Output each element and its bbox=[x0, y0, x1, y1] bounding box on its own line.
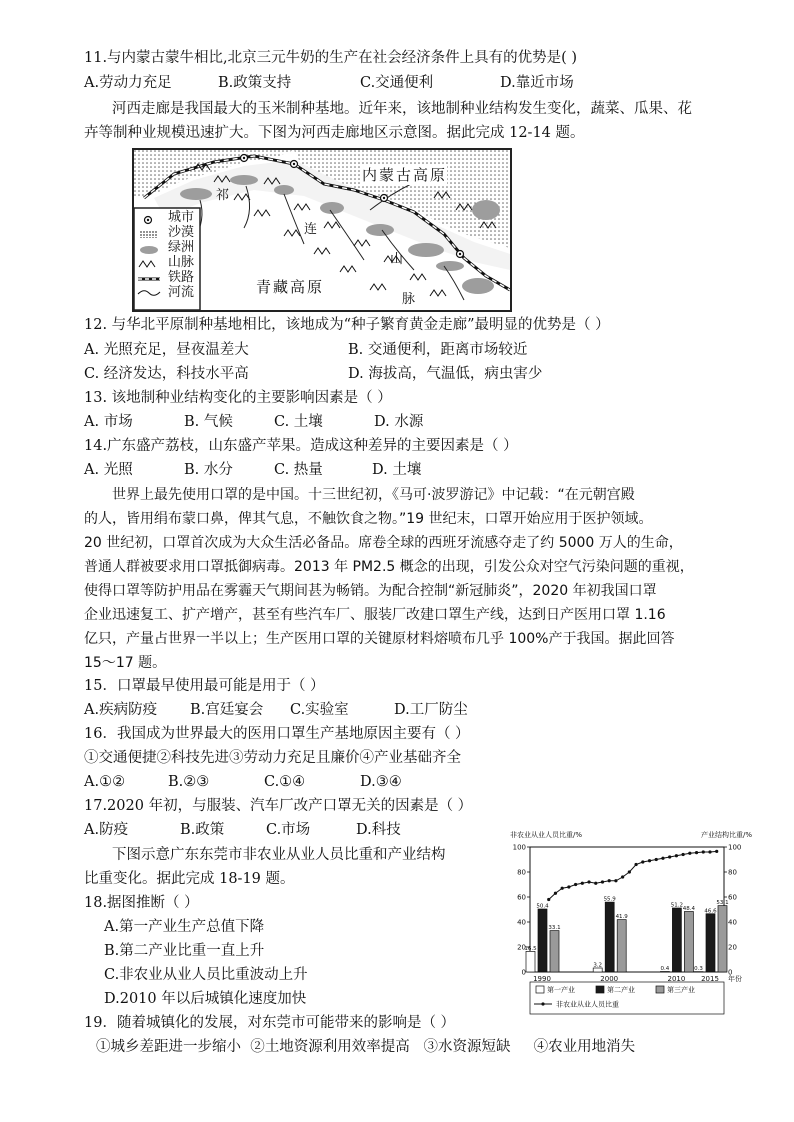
q14-stem: 14.广东盛产荔枝，山东盛产苹果。造成这种差异的主要因素是（ ） bbox=[84, 438, 518, 454]
chart-bar-label: 41.9 bbox=[615, 914, 628, 921]
q18-option-c[interactable]: C.非农业从业人员比重波动上升 bbox=[104, 967, 308, 983]
q16-option-d[interactable]: D.③④ bbox=[360, 774, 402, 790]
chart-ytick-label-left: 20 bbox=[517, 943, 526, 952]
chart-bar-label: 16.5 bbox=[524, 945, 537, 952]
chart-line-point bbox=[608, 879, 611, 882]
chart-line-point bbox=[661, 857, 664, 860]
chart-line-point bbox=[561, 887, 564, 890]
map-label-inner-mongolia: 内蒙古高原 bbox=[362, 166, 448, 184]
passage2-line: 使得口罩等防护用品在雾霾天气期间甚为畅销。为配合控制“新冠肺炎”，2020 年初我国口罩 bbox=[84, 583, 657, 599]
chart-legend-line-label: 非农业从业人员比重 bbox=[556, 1000, 619, 1009]
q15-stem: 15．口罩最早使用最可能是用于（ ） bbox=[84, 678, 325, 694]
q15-option-a[interactable]: A.疾病防疫 bbox=[84, 702, 158, 718]
chart-legend-label: 第二产业 bbox=[607, 986, 635, 994]
q17-option-d[interactable]: D.科技 bbox=[356, 822, 401, 838]
map-label-qi: 祁 bbox=[216, 188, 230, 203]
chart-ytick-label-right: 0 bbox=[728, 968, 733, 977]
q15-option-b[interactable]: B.宫廷宴会 bbox=[190, 702, 264, 718]
chart-ytick-label-left: 80 bbox=[517, 868, 526, 877]
chart-line-point bbox=[655, 858, 658, 861]
chart-ytick-label-right: 40 bbox=[728, 918, 737, 927]
legend-label-oasis: 绿洲 bbox=[168, 240, 195, 255]
passage2-line: 企业迅速复工、扩产增产，甚至有些汽车厂、服装厂改建口罩生产线，达到日产医用口罩 1.16 bbox=[84, 607, 666, 623]
passage1-line: 河西走廊是我国最大的玉米制种基地。近年来，该地制种业结构发生变化，蔬菜、瓜果、花 bbox=[112, 101, 692, 117]
q11-option-b[interactable]: B.政策支持 bbox=[218, 75, 292, 91]
q11-option-c[interactable]: C.交通便利 bbox=[360, 75, 434, 91]
q12-option-c[interactable]: C. 经济发达，科技水平高 bbox=[84, 366, 249, 382]
chart-bar-label: 46.6 bbox=[704, 908, 717, 915]
passage2-line: 亿只，产量占世界一半以上；生产医用口罩的关键原材料熔喷布几乎 100%产于我国。据此回答 bbox=[84, 631, 675, 647]
chart-legend-swatch bbox=[596, 986, 604, 993]
legend-label-river: 河流 bbox=[168, 285, 195, 300]
chart-bar-label: 51.2 bbox=[670, 902, 684, 909]
q18-option-a[interactable]: A.第一产业生产总值下降 bbox=[104, 919, 265, 935]
chart-line-point bbox=[601, 880, 604, 883]
chart-svg bbox=[508, 829, 754, 1025]
q14-option-a[interactable]: A. 光照 bbox=[84, 462, 133, 478]
chart-line-point bbox=[641, 860, 644, 863]
chart-ytick-label-right: 100 bbox=[728, 843, 742, 852]
chart-line-point bbox=[628, 870, 631, 873]
chart-bar-label: 0.3 bbox=[694, 966, 703, 973]
chart-line-point bbox=[682, 853, 685, 856]
q13-option-c[interactable]: C. 土壤 bbox=[274, 414, 323, 430]
q14-option-d[interactable]: D. 土壤 bbox=[372, 462, 422, 478]
legend-label-railway: 铁路 bbox=[168, 270, 195, 285]
chart-bar bbox=[672, 908, 681, 972]
q17-option-c[interactable]: C.市场 bbox=[266, 822, 311, 838]
chart-bar bbox=[550, 931, 559, 972]
q15-option-c[interactable]: C.实验室 bbox=[290, 702, 349, 718]
chart-bar bbox=[706, 914, 715, 972]
q16-option-a[interactable]: A.①② bbox=[84, 774, 126, 790]
chart-ytick-label-left: 100 bbox=[512, 843, 526, 852]
chart-line-point bbox=[702, 850, 705, 853]
chart-bar-label: 50.4 bbox=[536, 903, 549, 910]
q11-option-a[interactable]: A.劳动力充足 bbox=[84, 75, 172, 91]
chart-line-point bbox=[547, 898, 550, 901]
q17-stem: 17.2020 年初，与服装、汽车厂改产口罩无关的因素是（ ） bbox=[84, 798, 473, 814]
chart-line-point bbox=[614, 879, 617, 882]
chart-xlabel: 年份 bbox=[728, 975, 742, 983]
chart-line-point bbox=[587, 880, 590, 883]
q13-option-a[interactable]: A. 市场 bbox=[84, 414, 133, 430]
q17-option-a[interactable]: A.防疫 bbox=[84, 822, 129, 838]
chart-line-point bbox=[634, 863, 637, 866]
q16-items: ①交通便捷②科技先进③劳动力充足且廉价④产业基础齐全 bbox=[84, 750, 461, 766]
q12-option-b[interactable]: B. 交通便利，距离市场较近 bbox=[348, 342, 528, 358]
chart-bar-label: 33.1 bbox=[548, 925, 561, 932]
chart-line-point bbox=[715, 850, 718, 853]
chart-line-point bbox=[594, 882, 597, 885]
q11-stem: 11.与内蒙古蒙牛相比,北京三元牛奶的生产在社会经济条件上具有的优势是( ) bbox=[84, 50, 578, 66]
passage3-line: 下图示意广东东莞市非农业从业人员比重和产业结构 bbox=[112, 847, 446, 863]
chart-line-point bbox=[668, 855, 671, 858]
q14-option-c[interactable]: C. 热量 bbox=[274, 462, 323, 478]
legend-label-desert: 沙漠 bbox=[168, 225, 195, 240]
map-label-lian: 连 bbox=[304, 222, 318, 237]
passage3-line: 比重变化。据此完成 18-19 题。 bbox=[84, 871, 295, 887]
chart-ylabel-right: 产业结构比重/% bbox=[700, 831, 752, 839]
legend-label-mountain: 山脉 bbox=[168, 255, 195, 270]
chart-line-point bbox=[554, 892, 557, 895]
q18-option-b[interactable]: B.第二产业比重一直上升 bbox=[104, 943, 265, 959]
chart-bar-label: 55.9 bbox=[603, 896, 616, 903]
chart-line-point bbox=[648, 859, 651, 862]
chart-ytick-label-left: 0 bbox=[521, 968, 526, 977]
chart-bar-label: 53.1 bbox=[716, 900, 729, 907]
chart-ytick-label-right: 20 bbox=[728, 943, 737, 952]
chart-legend-label: 第三产业 bbox=[667, 986, 695, 994]
chart-line-nonagri bbox=[549, 851, 717, 899]
passage2-line: 15～17 题。 bbox=[84, 655, 167, 671]
chart-xtick-label: 2000 bbox=[600, 975, 619, 983]
chart-ylabel-left: 非农业从业人员比重/% bbox=[510, 831, 583, 839]
chart-bar-label: 0.4 bbox=[660, 966, 670, 972]
q19-items: ①城乡差距进一步缩小 ②土地资源利用效率提高 ③水资源短缺 ④农业用地消失 bbox=[96, 1039, 636, 1055]
q16-stem: 16．我国成为世界最大的医用口罩生产基地原因主要有（ ） bbox=[84, 726, 470, 742]
hexi-corridor-map bbox=[132, 148, 512, 312]
chart-line-point bbox=[581, 882, 584, 885]
q17-option-b[interactable]: B.政策 bbox=[180, 822, 225, 838]
q12-option-d[interactable]: D. 海拔高，气温低，病虫害少 bbox=[348, 366, 543, 382]
q16-option-c[interactable]: C.①④ bbox=[264, 774, 306, 790]
chart-bar bbox=[593, 968, 602, 972]
passage2-line: 20 世纪初，口罩首次成为大众生活必备品。席卷全球的西班牙流感夺走了约 5000 万人的生命， bbox=[84, 535, 683, 551]
chart-line-point bbox=[708, 850, 711, 853]
chart-bar bbox=[718, 906, 727, 972]
chart-bar bbox=[605, 902, 614, 972]
chart-bar bbox=[526, 951, 535, 972]
q16-option-b[interactable]: B.②③ bbox=[168, 774, 210, 790]
passage2-line: 世界上最先使用口罩的是中国。十三世纪初，《马可·波罗游记》中记载：“在元朝宫殿 bbox=[112, 487, 635, 503]
chart-line-point bbox=[675, 854, 678, 857]
map-label-qinghai-tibet: 青藏高原 bbox=[256, 278, 325, 296]
q18-stem: 18.据图推断（ ） bbox=[84, 895, 199, 911]
chart-legend-label: 第一产业 bbox=[547, 986, 575, 994]
chart-line-point bbox=[567, 885, 570, 888]
passage2-line: 普通人群被要求用口罩抵御病毒。2013 年 PM2.5 概念的出现，引发公众对空气污染问题的重视， bbox=[84, 559, 694, 575]
chart-ytick-label-left: 60 bbox=[517, 893, 526, 902]
chart-line-point bbox=[574, 883, 577, 886]
map-label-shan: 山 bbox=[390, 252, 404, 267]
chart-xtick-label: 1990 bbox=[533, 975, 551, 983]
map-legend bbox=[168, 210, 194, 300]
chart-bar-label: 48.4 bbox=[682, 906, 696, 912]
chart-bar bbox=[538, 909, 547, 972]
dongguan-chart bbox=[508, 829, 754, 1025]
chart-xtick-label: 2010 bbox=[667, 975, 686, 983]
q19-stem: 19．随着城镇化的发展，对东莞市可能带来的影响是（ ） bbox=[84, 1015, 456, 1031]
q13-option-b[interactable]: B. 气候 bbox=[184, 414, 233, 430]
map-label-mai: 脉 bbox=[402, 292, 416, 307]
q13-stem: 13. 该地制种业结构变化的主要影响因素是（ ） bbox=[84, 390, 392, 406]
chart-line-point bbox=[695, 851, 698, 854]
q18-option-d[interactable]: D.2010 年以后城镇化速度加快 bbox=[104, 991, 307, 1007]
chart-legend-line-marker bbox=[541, 1002, 544, 1005]
chart-bar bbox=[617, 920, 626, 972]
q14-option-b[interactable]: B. 水分 bbox=[184, 462, 233, 478]
chart-ytick-label-right: 80 bbox=[728, 868, 737, 877]
chart-ytick-label-left: 40 bbox=[517, 918, 526, 927]
chart-ytick-label-right: 60 bbox=[728, 893, 737, 902]
q15-option-d[interactable]: D.工厂防尘 bbox=[394, 702, 468, 718]
passage1-line: 卉等制种业规模迅速扩大。下图为河西走廊地区示意图。据此完成 12-14 题。 bbox=[84, 125, 585, 141]
passage2-line: 的人，皆用绢布蒙口鼻，俾其气息，不触饮食之物。”19 世纪末，口罩开始应用于医护领域。 bbox=[84, 511, 653, 527]
legend-label-city: 城市 bbox=[168, 210, 195, 225]
chart-legend-swatch bbox=[656, 986, 664, 993]
q11-option-d[interactable]: D.靠近市场 bbox=[500, 75, 574, 91]
chart-bar-label: 3.2 bbox=[593, 962, 603, 969]
chart-xtick-label: 2015 bbox=[701, 975, 719, 983]
q13-option-d[interactable]: D. 水源 bbox=[374, 414, 424, 430]
q12-option-a[interactable]: A. 光照充足，昼夜温差大 bbox=[84, 342, 249, 358]
chart-line-point bbox=[621, 875, 624, 878]
chart-bar bbox=[684, 912, 693, 973]
q12-stem: 12. 与华北平原制种基地相比，该地成为“种子繁育黄金走廊”最明显的优势是（ ） bbox=[84, 317, 610, 333]
chart-line-point bbox=[688, 852, 691, 855]
chart-legend-swatch bbox=[536, 986, 544, 993]
